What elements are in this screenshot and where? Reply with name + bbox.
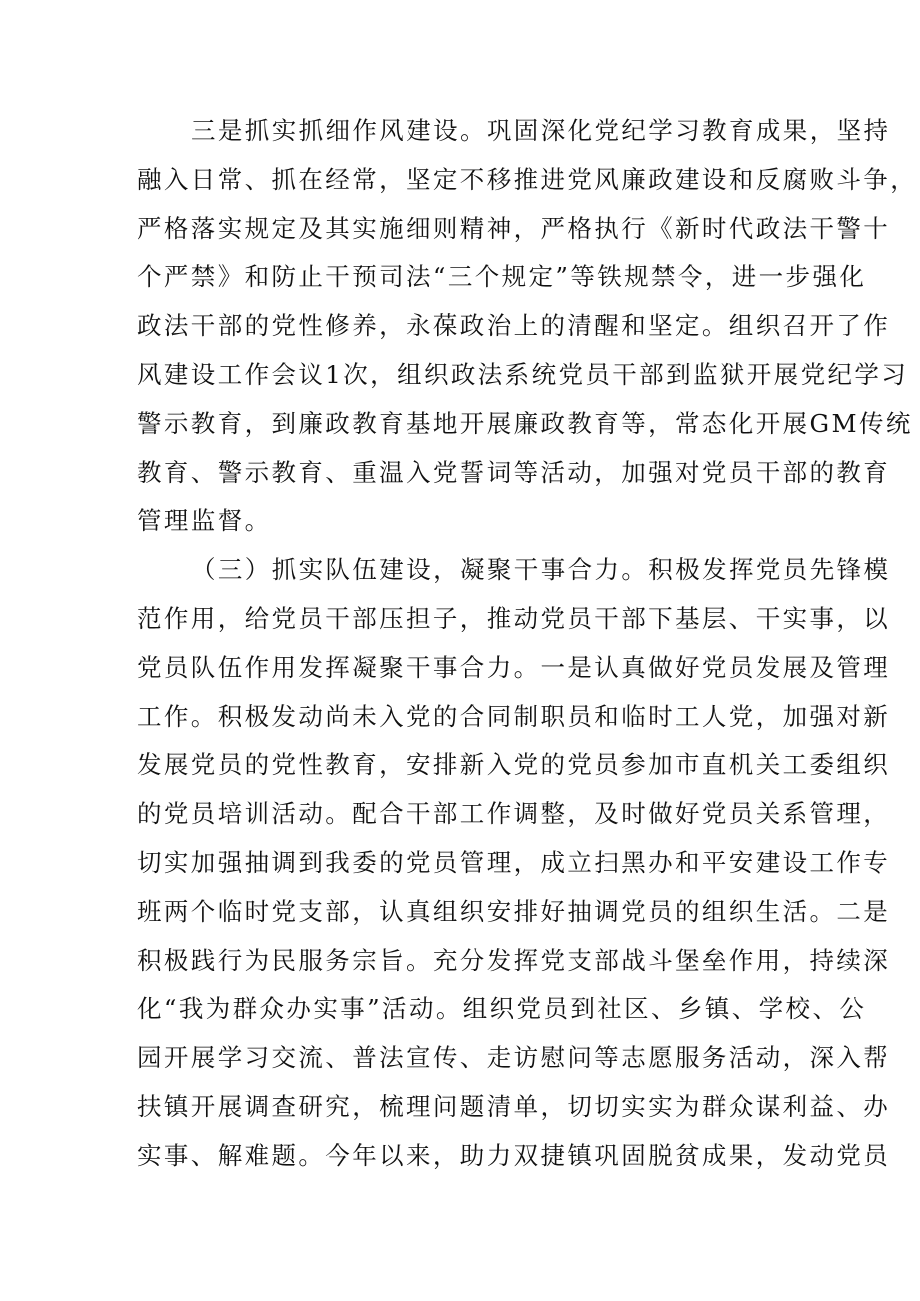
text-line: 积极践行为民服务宗旨。充分发挥党支部战斗堡垒作用，持续深 (137, 945, 891, 975)
text-line: 园开展学习交流、普法宣传、走访慰问等志愿服务活动，深入帮 (137, 1043, 891, 1073)
text-line: 党员队伍作用发挥凝聚干事合力。一是认真做好党员发展及管理 (137, 652, 891, 682)
text-line: 三是抓实抓细作风建设。巩固深化党纪学习教育成果，坚持 (191, 116, 891, 145)
text-line: （三）抓实队伍建设，凝聚干事合力。积极发挥党员先锋模 (191, 555, 891, 585)
text-line: 工作。积极发动尚未入党的合同制职员和临时工人党，加强对新 (137, 701, 891, 731)
text-line: 切实加强抽调到我委的党员管理，成立扫黑办和平安建设工作专 (137, 847, 891, 877)
text-line: 范作用，给党员干部压担子，推动党员干部下基层、干实事，以 (137, 603, 891, 633)
text-line: 扶镇开展调查研究，梳理问题清单，切切实实为群众谋利益、办 (137, 1091, 891, 1121)
text-line: 个严禁》和防止干预司法“三个规定”等铁规禁令，进一步强化 (137, 262, 867, 292)
paragraph-team-building (137, 546, 891, 1180)
text-line: 化“我为群众办实事”活动。组织党员到社区、乡镇、学校、公 (137, 994, 867, 1024)
text-line: 班两个临时党支部，认真组织安排好抽调党员的组织生活。二是 (137, 896, 891, 926)
text-line: 风建设工作会议1次，组织政法系统党员干部到监狱开展党纪学习 (137, 359, 909, 389)
text-line: 融入日常、抓在经常，坚定不移推进党风廉政建设和反腐败斗争， (137, 164, 918, 194)
paragraph-work-style (137, 107, 918, 546)
text-line: 教育、警示教育、重温入党誓词等活动，加强对党员干部的教育 (137, 457, 891, 487)
text-line: 严格落实规定及其实施细则精神，严格执行《新时代政法干警十 (137, 213, 891, 243)
text-line: 警示教育，到廉政教育基地开展廉政教育等，常态化开展GM传统 (137, 408, 913, 438)
text-line: 管理监督。 (137, 506, 272, 536)
body-text (137, 107, 918, 1181)
text-line: 发展党员的党性教育，安排新入党的党员参加市直机关工委组织 (137, 750, 891, 780)
text-line: 政法干部的党性修养，永葆政治上的清醒和坚定。组织召开了作 (137, 311, 891, 341)
text-line: 的党员培训活动。配合干部工作调整，及时做好党员关系管理， (137, 799, 891, 829)
text-line: 实事、解难题。今年以来，助力双捷镇巩固脱贫成果，发动党员 (137, 1140, 891, 1170)
